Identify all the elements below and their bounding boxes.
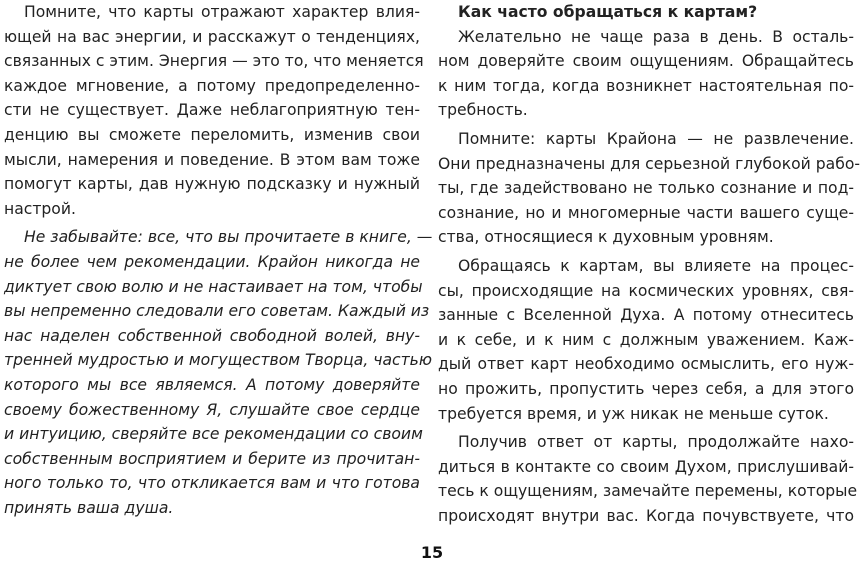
text-line: ства, относящиеся к духовным уровням. xyxy=(438,228,774,247)
text-line: ты, где задействовано не только сознание и под- xyxy=(438,179,854,198)
text-line: Не забывайте: все, что вы прочитаете в книге, — xyxy=(24,228,433,247)
text-line: Помните, что карты отражают характер влия- xyxy=(24,3,420,21)
text-line: занные с Вселенной Духа. А потому отнеситесь xyxy=(438,306,854,325)
text-line: ющей на вас энергии, и расскажут о тенденциях, xyxy=(4,27,420,46)
text-line: и интуицию, сверяйте все рекомендации со своим xyxy=(4,425,423,444)
text-line: тренней мудростью и могуществом Творца, частью xyxy=(4,351,432,370)
text-line: денцию вы сможете переломить, изменив свои xyxy=(4,125,420,144)
text-line: но прожить, пропустить через себя, а для этого xyxy=(438,379,854,398)
text-line: Желательно не чаще раза в день. В осталь- xyxy=(458,27,854,46)
text-line: диктует свою волю и не настаивает на том, чтобы xyxy=(4,277,423,296)
left-column xyxy=(4,0,433,520)
text-line: не более чем рекомендации. Крайон никогда не xyxy=(4,252,420,271)
text-line: Получив ответ от карты, продолжайте нахо- xyxy=(458,433,854,452)
text-line: ного только то, что откликается вам и что готова xyxy=(4,474,420,493)
text-line: требность. xyxy=(438,101,528,120)
text-line: связанных с этим. Энергия — это то, что меняется xyxy=(4,52,424,71)
paragraph xyxy=(438,25,854,123)
paragraph xyxy=(438,254,854,426)
text-line: своему божественному Я, слушайте свое сердце xyxy=(4,400,420,419)
paragraph xyxy=(438,430,858,528)
text-line: принять ваша душа. xyxy=(4,498,174,517)
text-line: настрой. xyxy=(4,199,76,218)
text-line: вы непременно следовали его советам. Каждый из xyxy=(4,302,430,321)
text-line: и к себе, и к ним с должным уважением. Каж- xyxy=(438,330,854,349)
text-line: нас наделен собственной свободной волей, вну- xyxy=(4,326,420,345)
text-line: к ним тогда, когда возникнет настоятельная по- xyxy=(438,76,854,95)
text-line: требуется время, и уж никак не меньше суток. xyxy=(438,404,829,423)
text-line: происходят внутри вас. Когда почувствуете, что xyxy=(438,506,854,525)
paragraph xyxy=(438,127,860,250)
right-column xyxy=(438,0,860,528)
text-line: Обращаясь к картам, вы влияете на процес- xyxy=(458,256,854,275)
text-line: сти не существует. Даже неблагоприятную тен- xyxy=(4,101,420,120)
page-number: 15 xyxy=(420,543,444,562)
text-line: Они предназначены для серьезной глубокой рабо- xyxy=(438,154,860,173)
text-line: дый ответ карт необходимо осмыслить, его нуж- xyxy=(438,355,854,374)
text-line: сознание, но и многомерные части вашего суще- xyxy=(438,203,854,222)
text-line: ном доверяйте своим ощущениям. Обращайтесь xyxy=(438,52,854,71)
text-line: тесь к ощущениям, замечайте перемены, которые xyxy=(438,482,858,501)
text-line: Помните: карты Крайона — не развлечение. xyxy=(458,129,854,148)
section-heading: Как часто обращаться к картам? xyxy=(458,3,758,21)
italic-paragraph xyxy=(4,225,433,520)
text-line: сы, происходящие на космических уровнях, свя- xyxy=(438,281,854,300)
text-line: мысли, намерения и поведение. В этом вам тоже xyxy=(4,150,420,169)
text-line: помогут карты, дав нужную подсказку и нужный xyxy=(4,175,420,194)
text-line: собственным восприятием и берите из прочитан- xyxy=(4,449,420,468)
text-line: каждое мгновение, а потому предопределенно- xyxy=(4,76,420,95)
text-line: диться в контакте со своим Духом, прислушивай- xyxy=(438,457,854,476)
paragraph xyxy=(4,0,424,221)
text-line: которого мы все являемся. А потому доверяйте xyxy=(4,375,420,394)
